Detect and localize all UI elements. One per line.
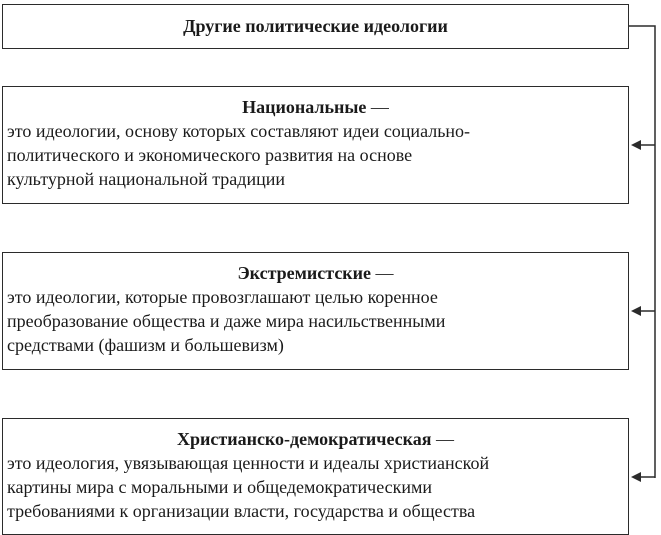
- connector-arrow-national: [631, 140, 655, 150]
- ideology-box-extremist: [2, 252, 629, 370]
- diagram-title-box: [2, 4, 629, 49]
- ideology-name: Национальные: [242, 97, 367, 117]
- ideology-name: Христианско-демократическая: [176, 429, 432, 449]
- connector-arrow-extremist: [631, 306, 655, 316]
- diagram-title: Другие политические идеологии: [183, 16, 448, 36]
- ideology-description-line: преобразование общества и даже мира насильственными: [7, 311, 446, 331]
- ideology-description-line: политического и экономического развития на основе: [7, 145, 413, 165]
- ideology-description-line: средствами (фашизм и большевизм): [7, 335, 284, 355]
- ideology-description-line: это идеологии, которые провозглашают целью коренное: [7, 287, 438, 307]
- ideology-description-line: требованиями к организации власти, государства и общества: [7, 501, 476, 521]
- ideology-dash: —: [366, 97, 389, 117]
- ideology-description-line: картины мира с моральными и общедемократическими: [7, 477, 433, 497]
- connector-trunk: [629, 26, 655, 478]
- ideology-heading: [3, 261, 628, 285]
- ideology-box-christian-democratic: [2, 418, 629, 535]
- ideology-description-line: это идеологии, основу которых составляют идеи социально-: [7, 121, 471, 141]
- ideology-box-national: [2, 86, 629, 204]
- ideology-heading: [3, 95, 628, 119]
- ideology-heading: [3, 427, 628, 451]
- ideology-description-line: культурной национальной традиции: [7, 169, 285, 189]
- ideology-dash: —: [371, 263, 394, 283]
- ideology-name: Экстремистские: [237, 263, 372, 283]
- ideology-dash: —: [431, 429, 454, 449]
- connector-arrow-christian-democratic: [631, 472, 655, 482]
- ideology-description-line: это идеология, увязывающая ценности и идеалы христианской: [7, 453, 490, 473]
